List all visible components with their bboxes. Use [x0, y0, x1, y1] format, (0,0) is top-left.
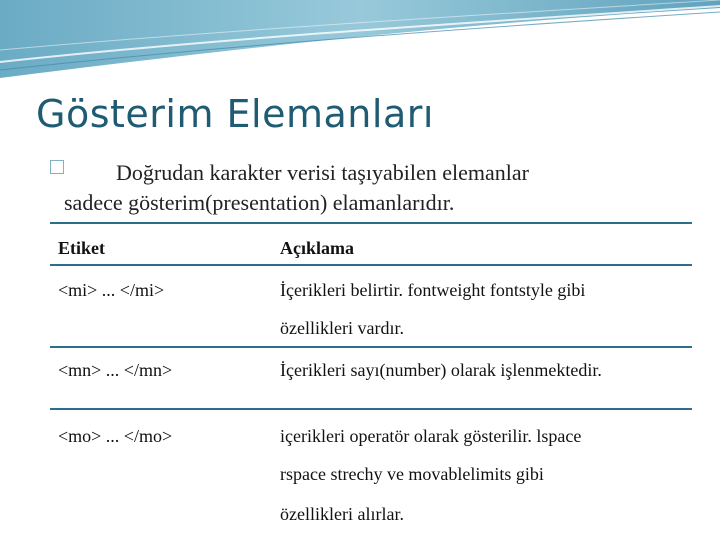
- bullet-paragraph: [50, 158, 690, 218]
- row-mn-tag: <mn> ... </mn>: [58, 360, 173, 380]
- row-mo-tag: <mo> ... </mo>: [58, 426, 173, 446]
- header-aciklama: Açıklama: [280, 238, 354, 258]
- row-mn-desc-line1: İçerikleri sayı(number) olarak işlenmektedir.: [280, 360, 602, 380]
- slide-title: Gösterim Elemanları: [36, 92, 434, 136]
- table-rule-header: [50, 264, 692, 266]
- checkbox-bullet-icon: [50, 160, 64, 174]
- row-mo-desc-line3: özellikleri alırlar.: [280, 504, 404, 524]
- table-rule-row2: [50, 408, 692, 410]
- row-mi-tag: <mi> ... </mi>: [58, 280, 165, 300]
- row-mo-desc-line1: içerikleri operatör olarak gösterilir. lspace: [280, 426, 582, 446]
- header-etiket: Etiket: [58, 238, 105, 258]
- table-rule-top: [50, 222, 692, 224]
- table-rule-row1: [50, 346, 692, 348]
- row-mi-desc-line1: İçerikleri belirtir. fontweight fontstyle gibi: [280, 280, 586, 300]
- header-decoration: [0, 0, 720, 80]
- row-mi-desc-line2: özellikleri vardır.: [280, 318, 404, 338]
- row-mo-desc-line2: rspace strechy ve movablelimits gibi: [280, 464, 544, 484]
- bullet-text-line2: sadece gösterim(presentation) elamanlarıdır.: [64, 190, 455, 215]
- bullet-text-line1: Doğrudan karakter verisi taşıyabilen elemanlar: [116, 160, 529, 185]
